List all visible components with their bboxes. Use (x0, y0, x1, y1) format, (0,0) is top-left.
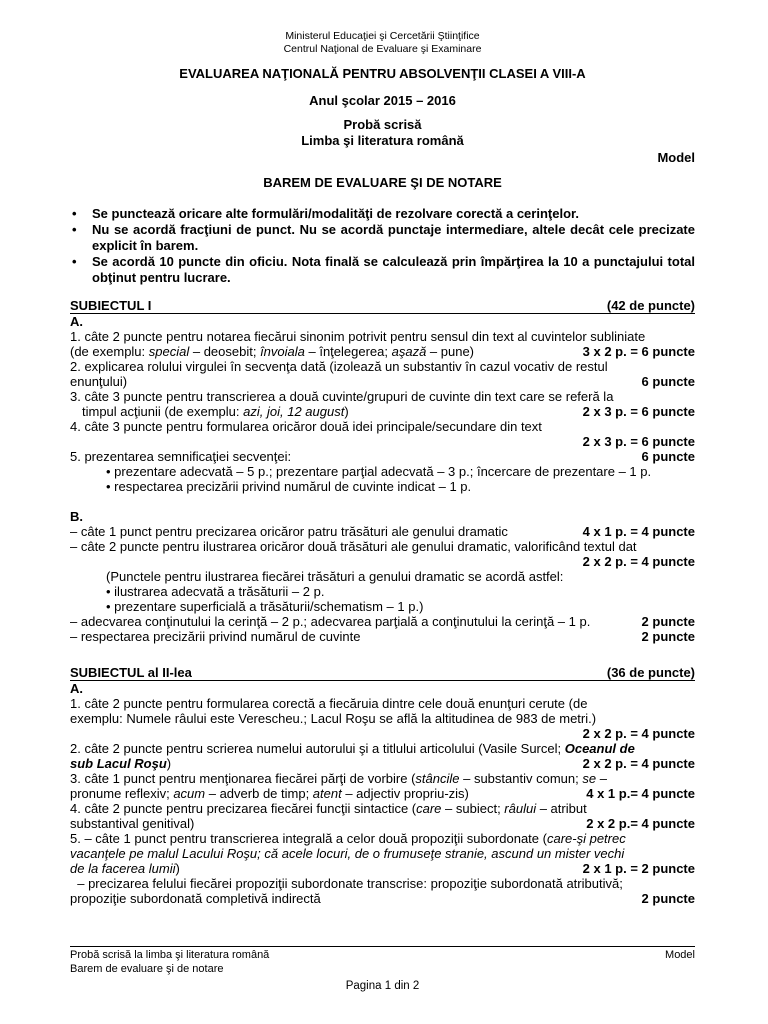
text-fragment: – câte 1 punct pentru precizarea oricăror patru trăsături ale genului dramatic (70, 524, 508, 539)
item-points: 2 x 3 p. = 6 puncte (582, 404, 695, 419)
item-4-text: 4. câte 3 puncte pentru formularea oricăror două idei principale/secundare din text (70, 419, 542, 434)
main-title: EVALUAREA NAŢIONALĂ PENTRU ABSOLVENŢII CLASEI A VIII-A (179, 66, 586, 81)
item-points: 3 x 2 p. = 6 puncte (582, 344, 695, 359)
text-fragment: – substantiv comun; (459, 771, 583, 786)
rule-item: • Nu se acordă fracţiuni de punct. Nu se acordă punctaje intermediare, altele decât cele precizate explicit în barem. (70, 222, 695, 254)
ministry-header (70, 30, 695, 56)
italic-word: aşază (391, 344, 427, 359)
item-points: 2 puncte (641, 891, 695, 906)
italic-word: care (416, 801, 442, 816)
b-item-3 (70, 614, 695, 629)
ministry-line-2: Centrul Naţional de Evaluare şi Examinare (283, 43, 482, 55)
italic-quote: vacanţele pe malul Lacului Roşu; că acele locuri, de o frumuseţe stranie, ascund un mister vechi (70, 846, 625, 861)
text-fragment: propoziţie subordonată completivă indirectă (70, 891, 321, 906)
text-fragment: ) (344, 404, 349, 419)
text-fragment: – adecvarea conţinutului la cerinţă – 2 p.; adecvarea parţială a conţinutului la cerinţă – 1 p. (70, 614, 591, 629)
document-page (70, 30, 695, 906)
italic-word: stâncile (415, 771, 460, 786)
item-points: 6 puncte (641, 449, 695, 464)
s2-item-5b-line-1: – precizarea felului fiecărei propoziţii subordonate transcrise: propoziţie subordonată atributivă; (70, 876, 623, 891)
item-points: 2 x 2 p. = 4 puncte (582, 726, 695, 741)
section-1-points: (42 de puncte) (606, 298, 695, 313)
s2-item-3-line-2 (70, 786, 695, 801)
s2-item-3-line-1 (70, 771, 695, 786)
text-fragment: enunţului) (70, 374, 128, 389)
italic-word: râului (504, 801, 537, 816)
text-fragment: – respectarea precizării privind numărul de cuvinte (70, 629, 361, 644)
text-fragment: – adverb de timp; (205, 786, 313, 801)
model-label: Model (657, 150, 695, 165)
test-type: Probă scrisă (343, 117, 422, 132)
section-2-header (70, 665, 695, 681)
text-fragment: ) (166, 756, 172, 771)
s2-item-5b-line-2 (70, 891, 695, 906)
article-title: Oceanul de (564, 741, 635, 756)
italic-word: acum (173, 786, 206, 801)
ministry-line-1: Ministerul Educaţiei şi Cercetării Ştiinţifice (285, 30, 480, 42)
footer-left-2: Barem de evaluare şi de notare (70, 963, 224, 975)
text-fragment: 3. câte 1 punct pentru menţionarea fiecărei părţi de vorbire ( (70, 771, 416, 786)
item-points: 2 x 2 p.= 4 puncte (586, 816, 695, 831)
text-fragment: – deosebit; (189, 344, 261, 359)
item-5-line (70, 449, 695, 464)
item-points: 2 x 2 p. = 4 puncte (582, 756, 695, 771)
item-points: 2 puncte (641, 614, 695, 629)
rule-item: • Se punctează oricare alte formulări/modalităţi de rezolvare corectă a cerinţelor. (70, 206, 695, 222)
text-fragment: 4. câte 2 puncte pentru precizarea fiecărei funcţii sintactice ( (70, 801, 417, 816)
b-item-1 (70, 524, 695, 539)
item-points: 6 puncte (641, 374, 695, 389)
s2-item-4-line-1 (70, 801, 695, 816)
s2-item-2-line-1 (70, 741, 695, 756)
italic-word: azi, joi, 12 august (243, 404, 345, 419)
b-item-2-text: – câte 2 puncte pentru ilustrarea oricăror două trăsături ale genului dramatic, valorificând textul dat (70, 539, 637, 554)
s2-item-1-text-2: exemplu: Numele râului este Verescheu.; Lacul Roşu se află la altitudinea de 983 de metri.) (70, 711, 597, 726)
item-2-line-2 (70, 374, 695, 389)
italic-word: se (582, 771, 597, 786)
footer-left-1: Probă scrisă la limba şi literatura română (70, 949, 270, 961)
item-points: 4 x 1 p.= 4 puncte (586, 786, 695, 801)
text-fragment: (de exemplu: (70, 344, 149, 359)
s2-item-5-line-1 (70, 831, 695, 846)
item-3-text: 3. câte 3 puncte pentru transcrierea a două cuvinte/grupuri de cuvinte din text care se referă la (70, 389, 614, 404)
b-item-2-note-bullet: • ilustrarea adecvată a trăsăturii – 2 p. (106, 584, 325, 599)
subject-name: Limba şi literatura română (301, 133, 464, 148)
s2-item-5-line-2 (70, 846, 695, 861)
item-3-line-2 (70, 404, 695, 419)
text-fragment: 2. câte 2 puncte pentru scrierea numelui autorului şi a titlului articolului (Vasile Surcel; (70, 741, 565, 756)
text-fragment: – adjectiv propriu-zis) (341, 786, 469, 801)
italic-quote: care-şi petrec (546, 831, 626, 846)
article-title: sub Lacul Roşu (70, 756, 167, 771)
text-fragment: – pune) (426, 344, 475, 359)
text-fragment: – înţelegerea; (304, 344, 392, 359)
b-item-2-note-bullet: • prezentare superficială a trăsăturii/schematism – 1 p.) (106, 599, 424, 614)
part-a-label: A. (70, 681, 83, 696)
text-fragment: timpul acţiunii (de exemplu: (82, 404, 244, 419)
s2-item-5-line-3 (70, 861, 695, 876)
s2-item-1-text: 1. câte 2 puncte pentru formularea corectă a fiecăruia dintre cele două enunţuri cerute (de (70, 696, 588, 711)
text-fragment: 5. – câte 1 punct pentru transcrierea integrală a celor două propoziţii subordonate ( (70, 831, 547, 846)
italic-word: atent (312, 786, 342, 801)
text-fragment: substantival genitival) (70, 816, 195, 831)
page-number: Pagina 1 din 2 (345, 980, 420, 992)
part-a-label: A. (70, 314, 83, 329)
barem-title: BAREM DE EVALUARE ŞI DE NOTARE (263, 175, 502, 190)
text-fragment: – atribut (536, 801, 587, 816)
text-fragment: ) (175, 861, 180, 876)
page-footer (70, 946, 695, 993)
b-item-4 (70, 629, 695, 644)
item-2-text: 2. explicarea rolului virgulei în secvenţa dată (izolează un substantiv în cazul vocativ de restul (70, 359, 608, 374)
section-2-points: (36 de puncte) (606, 665, 695, 680)
footer-model: Model (665, 949, 695, 961)
grading-rules (70, 206, 695, 286)
item-5-bullet: • respectarea precizării privind numărul de cuvinte indicat – 1 p. (106, 479, 472, 494)
item-points: 2 puncte (641, 629, 695, 644)
italic-quote: de la facerea lumii (70, 861, 176, 876)
italic-word: special (148, 344, 190, 359)
school-year: Anul şcolar 2015 – 2016 (309, 93, 456, 108)
s2-item-4-line-2 (70, 816, 695, 831)
part-b-label: B. (70, 509, 83, 524)
item-1-text: 1. câte 2 puncte pentru notarea fiecărui sinonim potrivit pentru sensul din text al cuvintelor subliniate (70, 329, 646, 344)
section-1-header (70, 298, 695, 314)
text-fragment: – (596, 771, 607, 786)
text-fragment: 5. prezentarea semnificaţiei secvenţei: (70, 449, 292, 464)
item-points: 2 x 3 p. = 6 puncte (582, 434, 695, 449)
section-2-title: SUBIECTUL al II-lea (70, 665, 192, 680)
item-points: 2 x 2 p. = 4 puncte (582, 554, 695, 569)
text-fragment: – subiect; (441, 801, 505, 816)
item-1-line-2 (70, 344, 695, 359)
item-points: 4 x 1 p. = 4 puncte (582, 524, 695, 539)
item-points: 2 x 1 p. = 2 puncte (582, 861, 695, 876)
text-fragment: pronume reflexiv; (70, 786, 174, 801)
item-5-bullet: • prezentare adecvată – 5 p.; prezentare parţial adecvată – 3 p.; încercare de prezentare – 1 p. (106, 464, 652, 479)
s2-item-2-line-2 (70, 756, 695, 771)
rule-item: • Se acordă 10 puncte din oficiu. Nota finală se calculează prin împărţirea la 10 a punctajului total obţinut pentru lucrare. (70, 254, 695, 286)
italic-word: învoiala (260, 344, 305, 359)
b-item-2-note: (Punctele pentru ilustrarea fiecărei trăsături a genului dramatic se acordă astfel: (106, 569, 564, 584)
section-1-title: SUBIECTUL I (70, 298, 152, 313)
